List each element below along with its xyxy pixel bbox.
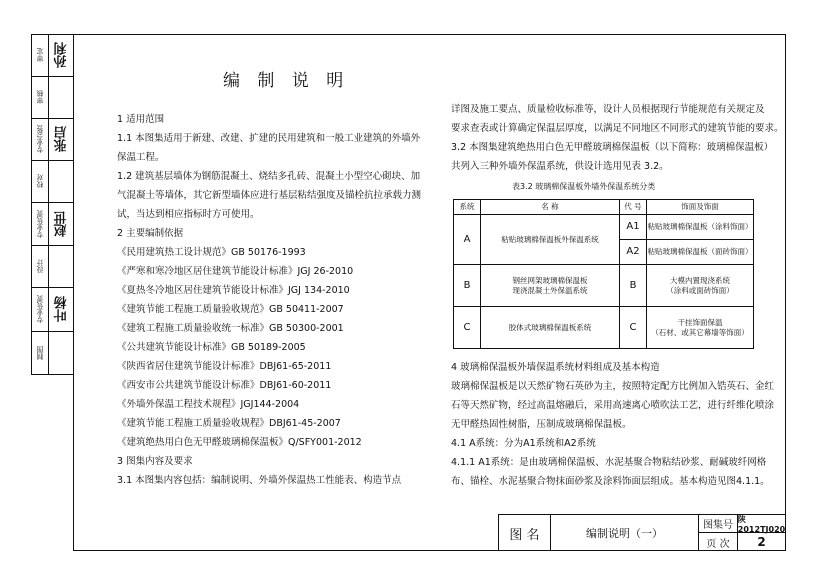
- left-text-column: [117, 110, 421, 490]
- sidebar-label: 审核: [36, 90, 44, 105]
- signature-sidebar: [31, 34, 73, 375]
- text-line: 《外墙外保温工程技术规程》JGJ144-2004: [117, 399, 300, 410]
- table-row: [454, 307, 754, 349]
- code-cell: A2: [620, 240, 647, 265]
- text-line: 布、锚栓、水泥基聚合物抹面砂浆及涂料饰面层组成。基本构造见图4.1.1。: [451, 476, 770, 487]
- text-line: 1 适用范围: [117, 114, 165, 125]
- table-header-row: [454, 200, 754, 215]
- text-line: 石等天然矿物，经过高温熔融后，采用高速离心喷吹法工艺，进行纤维化喷涂: [451, 400, 775, 411]
- name-cell: 胶体式玻璃棉保温板系统: [481, 307, 620, 349]
- text-line: 详图及施工要点、质量检收标准等，设计人员根据现行节能规范有关规定及: [451, 104, 765, 115]
- table-header: 系统: [454, 200, 481, 215]
- system-cell: B: [454, 265, 481, 307]
- text-line: 4.1 A系统：分为A1系统和A2系统: [451, 438, 596, 449]
- sidebar-label: 校对: [36, 174, 44, 189]
- signature: [53, 77, 71, 118]
- text-line: 《建筑工程施工质量验收统一标准》GB 50300-2001: [117, 323, 344, 334]
- name-cell: 钢丝网架玻璃棉保温板 现浇混凝土外保温系统: [481, 265, 620, 307]
- finish-cell: 粘贴玻璃棉保温板（面砖饰面）: [647, 240, 754, 265]
- text-line: 3.2 本图集建筑绝热用白色无甲醛玻璃棉保温板（以下简称：玻璃棉保温板）: [451, 142, 774, 153]
- sidebar-label: 制图: [36, 346, 44, 361]
- text-line: 2 主要编制依据: [117, 228, 184, 239]
- signature: 张启: [54, 126, 70, 153]
- text-line: 1.2 建筑基层墙体为钢筋混凝土、烧结多孔砖、混凝土小型空心砌块、加: [117, 171, 421, 182]
- text-line: 气混凝土等墙体，其它新型墙体应进行基层粘结强度及锚栓抗拉承载力测: [117, 190, 422, 201]
- text-line: 玻璃棉保温板是以天然矿物石英砂为主，按照特定配方比例加入锆英石、金红: [451, 381, 775, 392]
- sidebar-row: [32, 246, 73, 288]
- system-cell: A: [454, 215, 481, 265]
- sidebar-label: 审定: [36, 48, 44, 63]
- signature: 孙利: [54, 42, 70, 69]
- page-title: 编 制 说 明: [223, 71, 350, 91]
- text-line: 《夏热冬冷地区居住建筑节能设计标准》JGJ 134-2010: [117, 285, 350, 296]
- text-line: 试，当达到相应指标时方可使用。: [117, 209, 260, 220]
- text-line: 《西安市公共建筑节能设计标准》DBJ61-60-2011: [117, 380, 332, 391]
- text-line: 无甲醛热固性树脂，压制成玻璃棉保温板。: [451, 419, 632, 430]
- text-line: 共列入三种外墙外保温系统，供设计选用见表 3.2。: [451, 161, 669, 172]
- signature: [53, 161, 71, 202]
- sidebar-row: [32, 119, 73, 161]
- atlas-number: 陕2012TJ020: [737, 514, 786, 534]
- text-line: 4 玻璃棉保温板外墙保温系统材料组成及基本构造: [451, 362, 660, 373]
- sidebar-label: 专业负责: [36, 210, 44, 238]
- page-number-label: 页 次: [699, 533, 738, 551]
- table-row: [454, 265, 754, 307]
- text-line: 《建筑节能工程施工质量验收规程》DBJ61-45-2007: [117, 418, 341, 429]
- table-caption: 表3.2 玻璃棉保温板外墙外保温系统分类: [512, 182, 656, 191]
- finish-cell: 干挂饰面保温 （石材、或其它幕墙等饰面）: [647, 307, 754, 349]
- sidebar-row: [32, 332, 73, 375]
- sidebar-row: [32, 77, 73, 119]
- title-block: [498, 514, 786, 551]
- text-line: 《严寒和寒冷地区居住建筑节能设计标准》JGJ 26-2010: [117, 266, 354, 277]
- text-line: 《公共建筑节能设计标准》GB 50189-2005: [117, 342, 306, 353]
- sidebar-row: [32, 35, 73, 77]
- sidebar-row: [32, 288, 73, 332]
- sidebar-row: [32, 161, 73, 203]
- name-cell: 粘贴玻璃棉保温板外保温系统: [481, 215, 620, 265]
- table-header: 名 称: [481, 200, 620, 215]
- signature: 叶杨: [54, 296, 70, 323]
- sidebar-row: [32, 203, 73, 246]
- text-line: 保温工程。: [117, 152, 165, 163]
- text-line: 《民用建筑热工设计规范》GB 50176-1993: [117, 247, 306, 258]
- table-header: 饰面及饰面: [647, 200, 754, 215]
- drawing-name: 编制说明（一）: [551, 515, 699, 551]
- right-text-top: [451, 100, 784, 176]
- table-row: [454, 215, 754, 240]
- text-line: 3 图集内容及要求: [117, 456, 193, 467]
- system-table: [453, 199, 754, 349]
- right-text-bottom: [451, 358, 774, 491]
- sidebar-label: 专业负责: [36, 295, 44, 324]
- code-cell: A1: [620, 215, 647, 240]
- signature: [53, 332, 71, 375]
- text-line: 4.1.1 A1系统：是由玻璃棉保温板、水泥基聚合物粘结砂浆、耐碱玻纤网格: [451, 457, 767, 468]
- finish-cell: 大模内置现浇系统 （涂料或面砖饰面）: [647, 265, 754, 307]
- text-line: 《建筑节能工程施工质量验收规范》GB 50411-2007: [117, 304, 344, 315]
- page-number: 2: [757, 535, 766, 549]
- system-cell: C: [454, 307, 481, 349]
- sidebar-label: 设计: [36, 259, 44, 274]
- finish-cell: 粘贴玻璃棉保温板（涂料饰面）: [647, 215, 754, 240]
- signature: [53, 246, 71, 287]
- text-line: 3.1 本图集内容包括：编制说明、外墙外保温热工性能表、构造节点: [117, 475, 402, 486]
- table-header: 代 号: [620, 200, 647, 215]
- sidebar-label: 专业会签: [36, 125, 44, 154]
- text-line: 1.1 本图集适用于新建、改建、扩建的民用建筑和一般工业建筑的外墙外: [117, 133, 421, 144]
- code-cell: C: [620, 307, 647, 349]
- text-line: 《陕西省居住建筑节能设计标准》DBJ61-65-2011: [117, 361, 332, 372]
- signature: 赵世: [54, 211, 70, 237]
- text-line: 要求查表或计算确定保温层厚度，以满足不同地区不同形式的建筑节能的要求。: [451, 123, 784, 134]
- text-line: 《建筑绝热用白色无甲醛玻璃棉保温板》Q/SFY001-2012: [117, 437, 362, 448]
- atlas-number-label: 图集号: [699, 515, 738, 533]
- code-cell: B: [620, 265, 647, 307]
- drawing-name-label: 图 名: [499, 515, 551, 551]
